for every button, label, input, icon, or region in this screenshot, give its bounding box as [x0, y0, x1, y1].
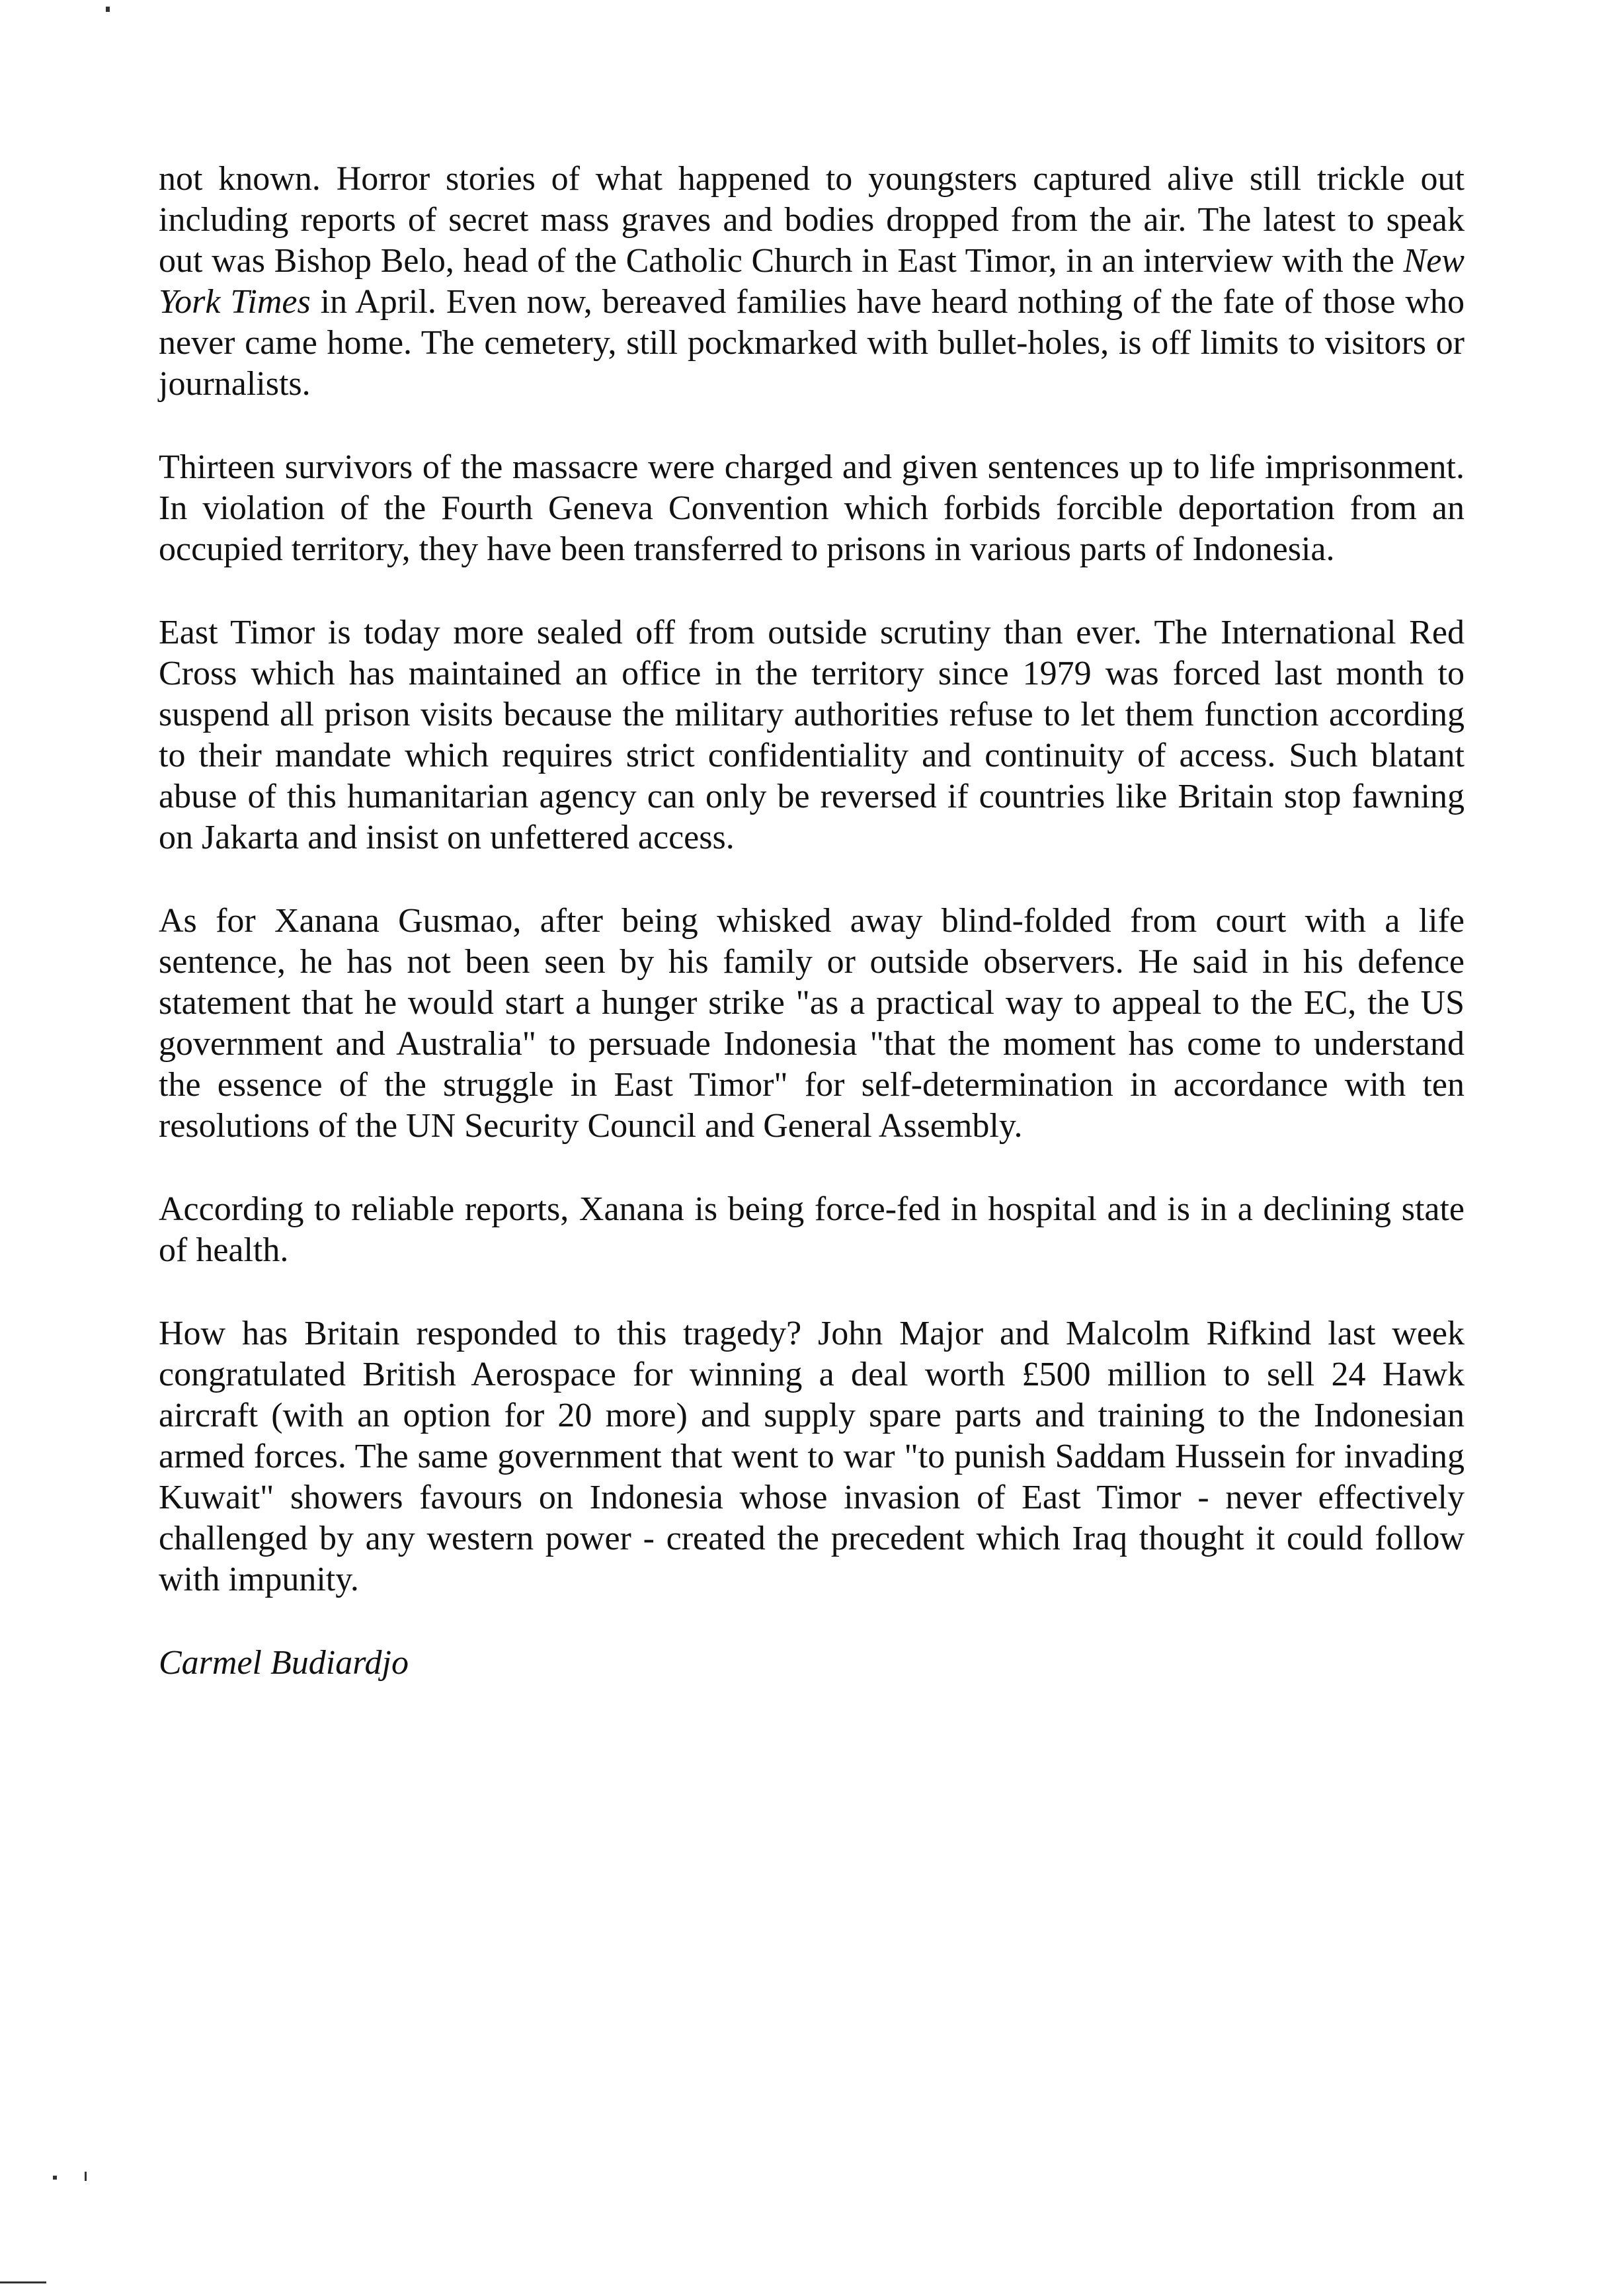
author-signature: Carmel Budiardjo — [159, 1644, 409, 1682]
scan-mark-bottom-left — [53, 2176, 57, 2180]
paragraph-4: As for Xanana Gusmao, after being whisked away blind-folded from court with a life sentence, he has not been seen by his family or outside observers. He said in his defence statement that he would start a hunger strike "as a practical way to appeal to the EC, the US government and Australia" to persuade Indonesia "that the moment has come to understand the essence of the struggle in East Timor" for self-determination in accordance with ten resolutions of the UN Security Council and General Assembly. — [159, 902, 1465, 1145]
paragraph-1-text-b: in April. Even now, bereaved families have heard nothing of the fate of those who never came home. The cemetery, still pockmarked with bullet-holes, is off limits to visitors or journalists. — [159, 283, 1465, 403]
paragraph-1-text-a: not known. Horror stories of what happened to youngsters captured alive still trickle out including reports of secret mass graves and bodies dropped from the air. The latest to speak out was Bishop Belo, head of the Catholic Church in East Timor, in an interview with the — [159, 160, 1465, 280]
document-page — [159, 159, 1465, 1684]
paragraph-5: According to reliable reports, Xanana is being force-fed in hospital and is in a declining state of health. — [159, 1190, 1465, 1269]
scan-line-bottom — [0, 2281, 46, 2283]
paragraph-1 — [159, 159, 1465, 405]
scan-mark-top — [106, 7, 110, 12]
newspaper-title: New York Times — [159, 242, 1465, 321]
scan-mark-bottom-left-2 — [85, 2172, 87, 2181]
paragraph-6: How has Britain responded to this tragedy? John Major and Malcolm Rifkind last week congratulated British Aerospace for winning a deal worth £500 million to sell 24 Hawk aircraft (with an option for 20 more) and supply spare parts and training to the Indonesian armed forces. The same government that went to war "to punish Saddam Hussein for invading Kuwait" showers favours on Indonesia whose invasion of East Timor - never effectively challenged by any western power - created the precedent which Iraq thought it could follow with impunity. — [159, 1315, 1465, 1598]
paragraph-2: Thirteen survivors of the massacre were charged and given sentences up to life imprisonment. In violation of the Fourth Geneva Convention which forbids forcible deportation from an occupied territory, they have been transferred to prisons in various parts of Indonesia. — [159, 448, 1465, 568]
paragraph-3: East Timor is today more sealed off from outside scrutiny than ever. The International Red Cross which has maintained an office in the territory since 1979 was forced last month to suspend all prison visits because the military authorities refuse to let them function according to their mandate which requires strict confidentiality and continuity of access. Such blatant abuse of this humanitarian agency can only be reversed if countries like Britain stop fawning on Jakarta and insist on unfettered access. — [159, 614, 1465, 856]
